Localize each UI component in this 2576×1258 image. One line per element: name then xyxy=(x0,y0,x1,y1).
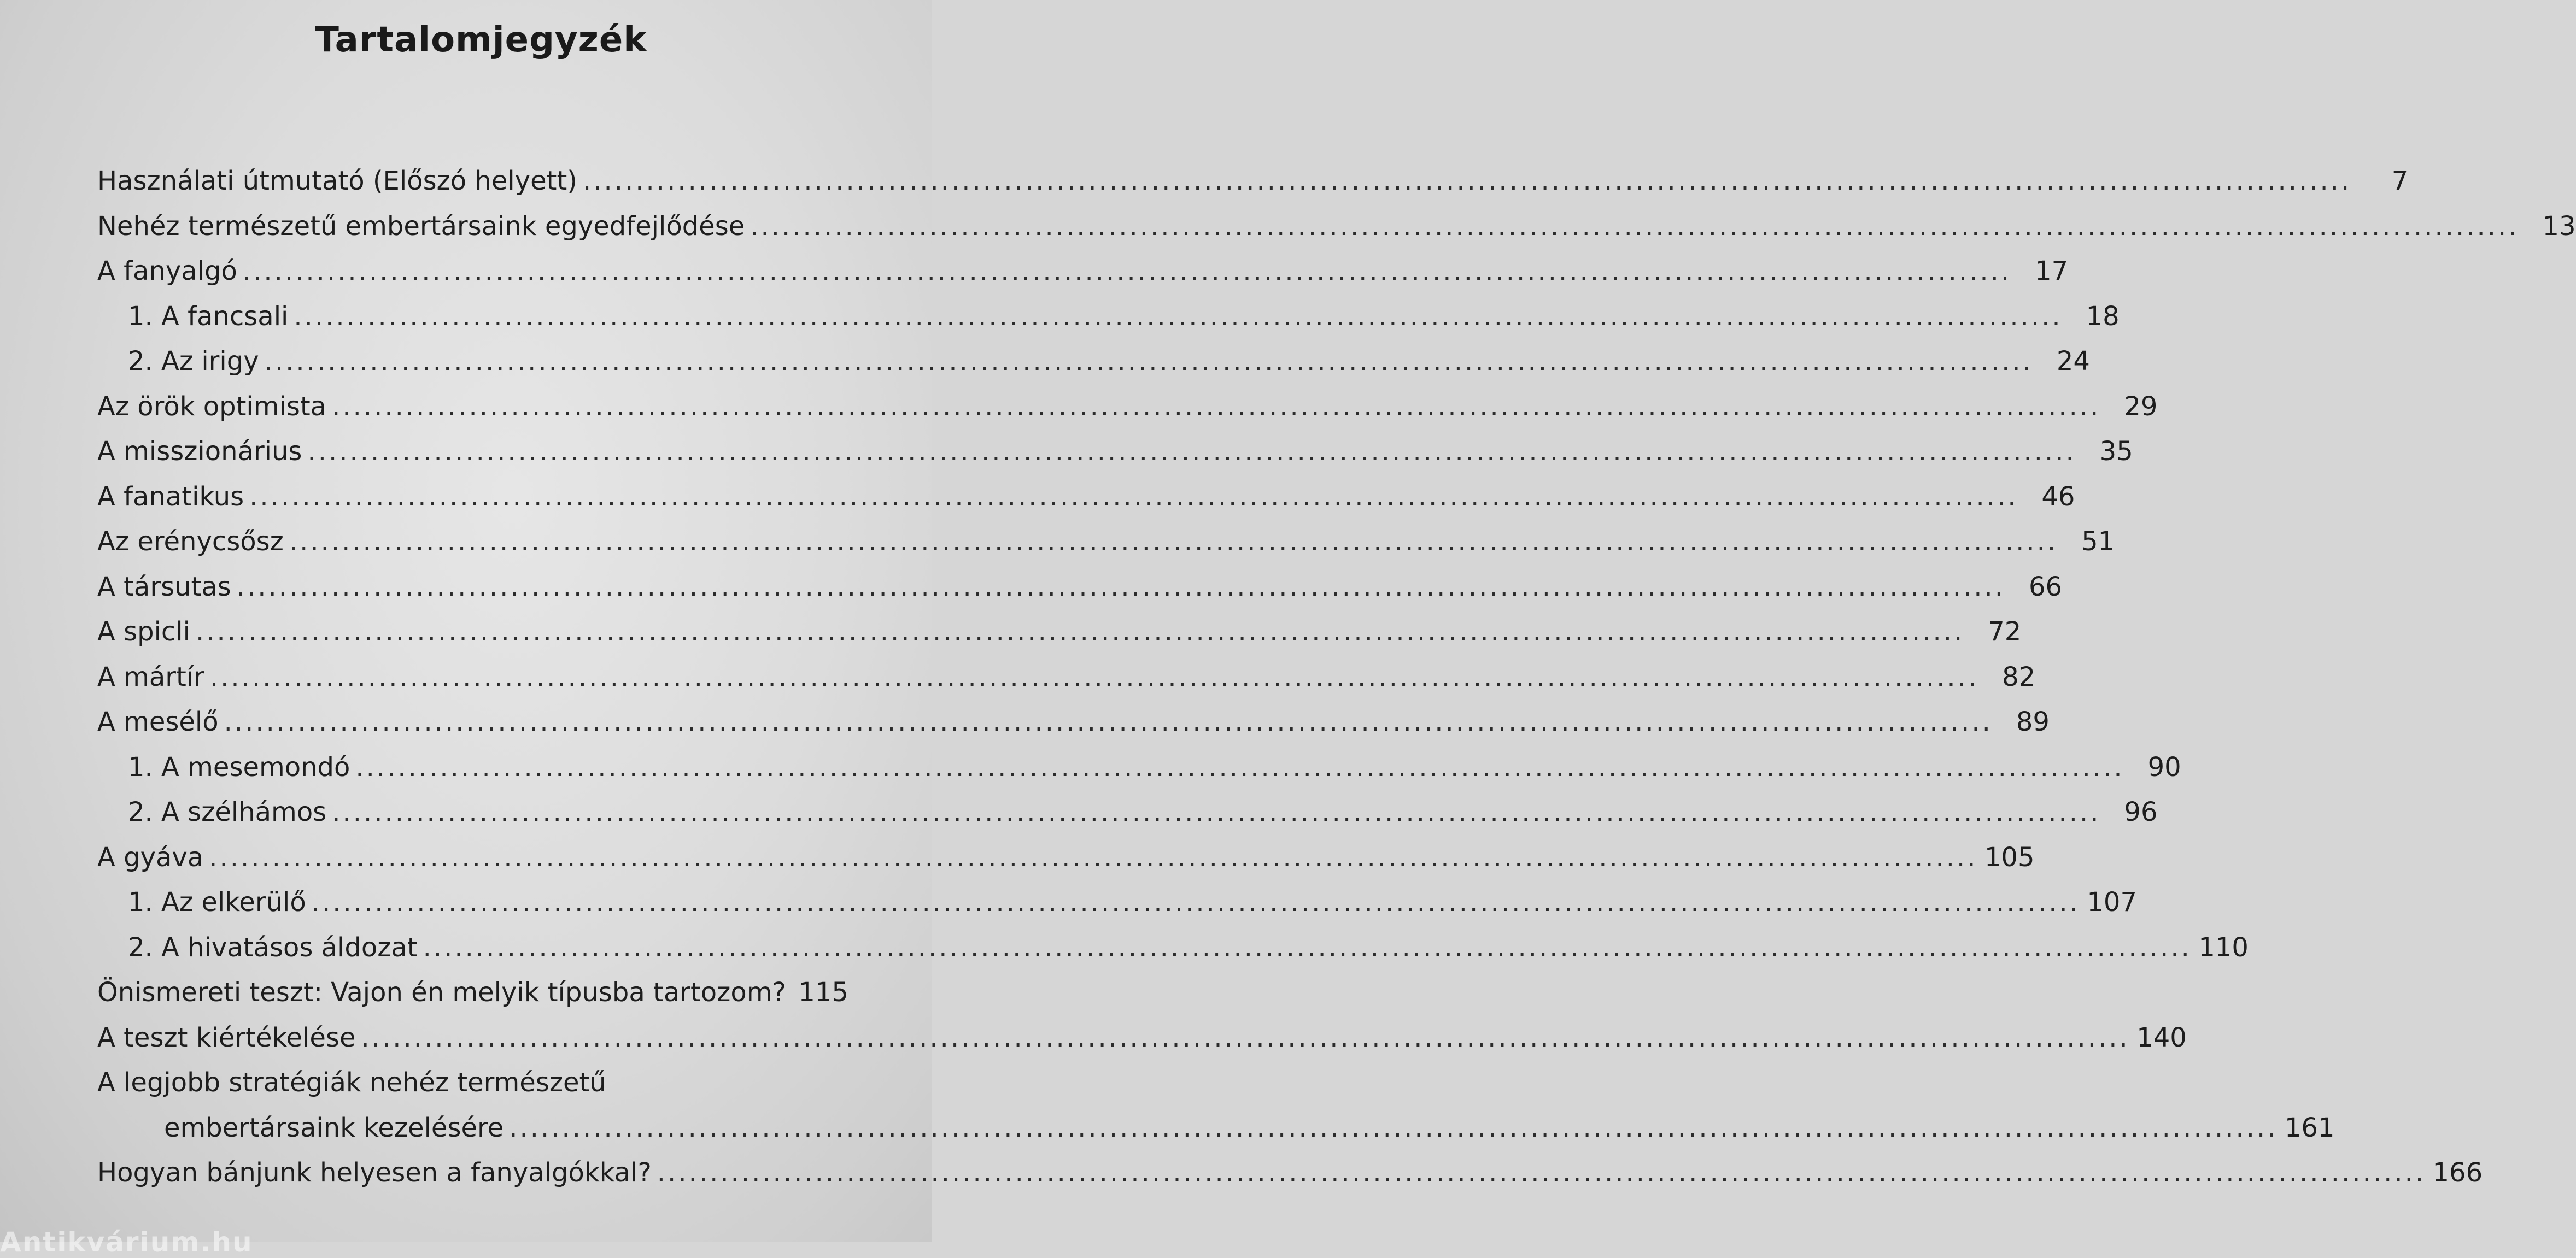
toc-entry-szelhamos xyxy=(97,790,2158,835)
toc-entry-page: 107 xyxy=(2087,887,2137,918)
toc-entry-page: 24 xyxy=(2056,346,2090,377)
toc-entry-label: Az örök optimista xyxy=(97,391,327,422)
toc-entry-page: 72 xyxy=(1988,616,2022,647)
toc-entry-fanatikus xyxy=(97,474,2075,520)
dot-leader xyxy=(289,519,2058,565)
dot-leader xyxy=(332,790,2100,835)
dot-leader xyxy=(249,474,2018,520)
toc-entry-page: 90 xyxy=(2147,751,2181,783)
toc-entry-page: 110 xyxy=(2198,932,2249,963)
toc-entry-martir xyxy=(97,655,2036,700)
toc-entry-fanyalgokkal xyxy=(97,1150,2483,1196)
toc-entry-teszt-kiertekelese xyxy=(97,1015,2187,1061)
toc-entry-strategiak xyxy=(97,1060,842,1106)
watermark: Antikvárium.hu xyxy=(0,1226,253,1258)
dot-leader xyxy=(265,339,2033,384)
toc-entry-page: 18 xyxy=(2086,301,2120,332)
toc-entry-page: 161 xyxy=(2284,1112,2335,1143)
toc-entry-hivatasos-aldozat xyxy=(97,925,2249,971)
dot-leader xyxy=(332,384,2100,430)
toc-entry-page: 7 xyxy=(2391,166,2409,196)
toc-entry-label: A társutas xyxy=(97,571,231,602)
toc-entry-label: 2. A hivatásos áldozat xyxy=(128,932,418,963)
toc-entry-page: 166 xyxy=(2432,1157,2483,1188)
toc-entry-label: A teszt kiértékelése xyxy=(97,1022,356,1053)
toc-entry-label: A misszionárius xyxy=(97,436,302,467)
toc-entry-optimista xyxy=(97,384,2158,430)
toc-entry-page: 96 xyxy=(2124,797,2158,827)
toc-entry-onismereti-teszt xyxy=(97,970,848,1015)
toc-entry-spicli xyxy=(97,609,2022,655)
dot-leader xyxy=(361,1015,2130,1061)
toc-entry-label: A fanyalgó xyxy=(97,256,237,286)
dot-leader xyxy=(307,429,2076,474)
toc-entry-fancsali xyxy=(97,294,2120,339)
dot-leader xyxy=(237,565,2005,610)
toc-entry-page: 82 xyxy=(2002,661,2036,692)
toc-entry-label: 1. Az elkerülő xyxy=(128,887,306,918)
dot-leader xyxy=(583,158,2351,204)
toc-entry-irigy xyxy=(97,339,2090,384)
dot-leader xyxy=(294,294,2062,339)
toc-entry-label: A fanatikus xyxy=(97,481,244,512)
page-title: Tartalomjegyzék xyxy=(315,20,647,60)
toc-entry-page: 51 xyxy=(2081,526,2115,557)
toc-entry-egyedfejlodes xyxy=(97,204,2576,249)
toc-entry-label: A spicli xyxy=(97,616,190,647)
toc-entry-elkerulo xyxy=(97,880,2137,925)
toc-entry-erenycsosz xyxy=(97,519,2115,565)
dot-leader xyxy=(750,204,2519,249)
toc-entry-label: A mártír xyxy=(97,661,204,692)
toc-entry-label: 2. A szélhámos xyxy=(128,797,327,827)
dot-leader xyxy=(209,835,1977,880)
toc-entry-strategiak-continued xyxy=(97,1106,2335,1151)
toc-entry-label: Hogyan bánjunk helyesen a fanyalgókkal? xyxy=(97,1157,652,1188)
dot-leader xyxy=(312,880,2080,925)
dot-leader xyxy=(224,699,1993,745)
toc-entry-page: 105 xyxy=(1984,842,2035,873)
toc-entry-mesemondo xyxy=(97,745,2181,790)
dot-leader xyxy=(196,609,1964,655)
toc-entry-page: 89 xyxy=(2016,707,2050,737)
toc-entry-gyava xyxy=(97,835,2035,880)
toc-entry-misszionarius xyxy=(97,429,2133,474)
dot-leader xyxy=(423,925,2192,971)
toc-entry-label: Az erénycsősz xyxy=(97,526,284,557)
toc-entry-label: Nehéz természetű embertársaink egyedfejlődése xyxy=(97,210,745,242)
dot-leader xyxy=(243,249,2011,294)
toc-entry-tarsutas xyxy=(97,565,2063,610)
toc-entry-page: 140 xyxy=(2136,1022,2187,1053)
toc-entry-page: 66 xyxy=(2028,571,2063,602)
toc-entry-page: 13 xyxy=(2542,210,2576,242)
table-of-contents xyxy=(97,158,2576,1196)
toc-entry-meselo xyxy=(97,699,2050,745)
dot-leader xyxy=(210,655,1978,700)
toc-entry-label: A gyáva xyxy=(97,842,204,873)
toc-entry-label: Önismereti teszt: Vajon én melyik típusba tartozom? xyxy=(97,977,786,1008)
dot-leader xyxy=(355,745,2124,790)
toc-entry-label: embertársaink kezelésére xyxy=(164,1112,504,1143)
toc-entry-hasznalati-utmutato xyxy=(97,158,2409,204)
toc-entry-page: 35 xyxy=(2099,436,2133,467)
toc-entry-page: 46 xyxy=(2041,481,2075,512)
toc-entry-label: 1. A fancsali xyxy=(128,301,289,332)
toc-entry-page: 29 xyxy=(2124,391,2158,422)
dot-leader xyxy=(509,1106,2278,1151)
toc-entry-label: 2. Az irigy xyxy=(128,346,259,377)
toc-entry-fanyalgo xyxy=(97,249,2069,294)
toc-entry-label: A mesélő xyxy=(97,707,219,737)
toc-entry-label: 1. A mesemondó xyxy=(128,751,350,783)
dot-leader xyxy=(657,1150,2426,1196)
toc-entry-label: Használati útmutató (Előszó helyett) xyxy=(97,166,577,196)
toc-entry-label: A legjobb stratégiák nehéz természetű xyxy=(97,1067,606,1098)
toc-entry-page: 115 xyxy=(798,977,848,1008)
toc-entry-page: 17 xyxy=(2035,256,2069,286)
